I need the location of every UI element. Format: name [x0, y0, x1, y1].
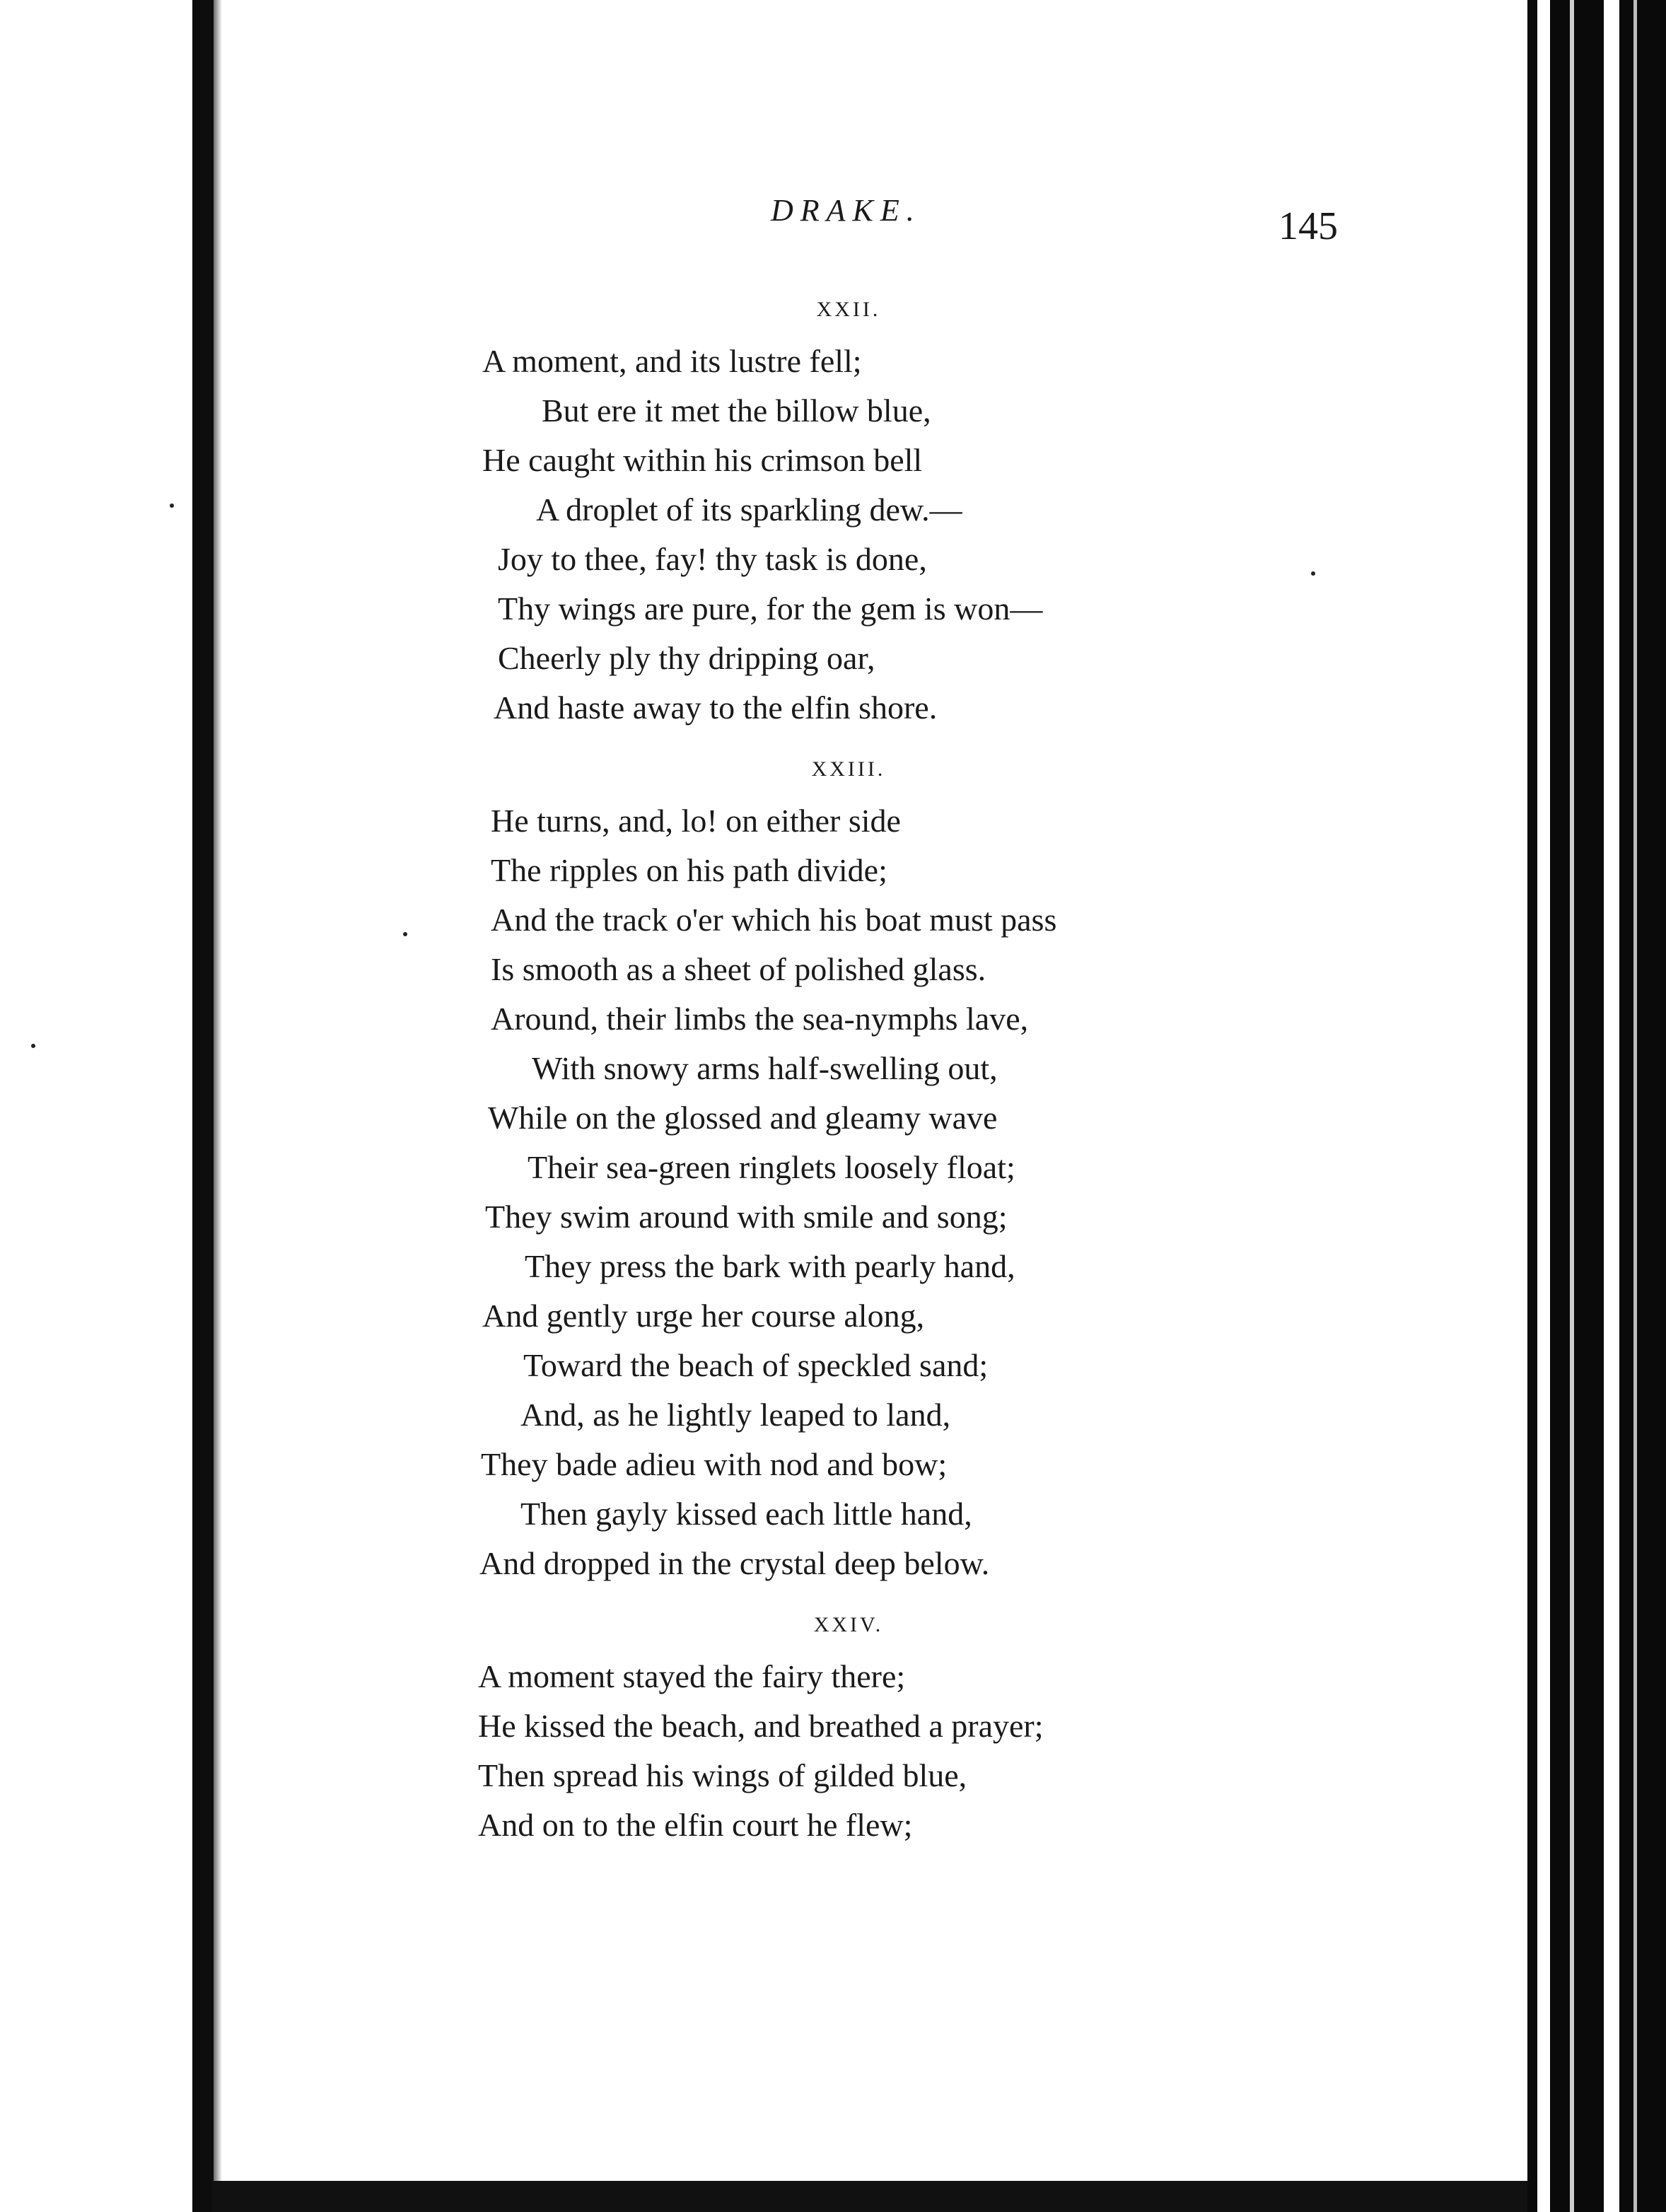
- stanza-number: XXIV.: [813, 1613, 884, 1636]
- verse-line: And gently urge her course along,: [482, 1298, 925, 1334]
- verse-line: A moment stayed the fairy there;: [478, 1658, 906, 1694]
- scan-speck: [403, 932, 407, 936]
- verse-line: And haste away to the elfin shore.: [494, 689, 938, 726]
- verse-line: Their sea-green ringlets loosely float;: [528, 1149, 1015, 1185]
- verse-line: Cheerly ply thy dripping oar,: [498, 640, 875, 676]
- page-edge-sliver: [1537, 0, 1550, 2212]
- scan-speck: [170, 503, 174, 508]
- page-edges: [1527, 0, 1666, 2212]
- page-edge-sliver: [1570, 0, 1574, 2212]
- stanza: [467, 796, 1259, 1588]
- verse-line: He kissed the beach, and breathed a prayer;: [478, 1708, 1044, 1744]
- stanza-number: XXII.: [816, 298, 881, 321]
- verse-line: He caught within his crimson bell: [482, 442, 923, 478]
- verse-line: Then gayly kissed each little hand,: [520, 1496, 972, 1532]
- verse-line: While on the glossed and gleamy wave: [488, 1100, 998, 1136]
- verse-line: He turns, and, lo! on either side: [491, 803, 901, 839]
- verse-line: A moment, and its lustre fell;: [482, 343, 862, 379]
- verse-line: But ere it met the billow blue,: [542, 392, 931, 429]
- stanza-number: XXIII.: [811, 757, 886, 781]
- verse-line: They swim around with smile and song;: [485, 1199, 1008, 1235]
- verse-line: And the track o'er which his boat must pass: [491, 902, 1057, 938]
- verse-line: With snowy arms half-swelling out,: [532, 1050, 998, 1086]
- poem-body: [467, 283, 1259, 1860]
- stanza: [467, 337, 1259, 733]
- facing-page-margin: [0, 0, 191, 2212]
- bottom-page-edge: [212, 2181, 1527, 2212]
- verse-line: Then spread his wings of gilded blue,: [478, 1757, 967, 1793]
- verse-line: Joy to thee, fay! thy task is done,: [498, 541, 927, 577]
- verse-line: Around, their limbs the sea-nymphs lave,: [491, 1001, 1029, 1037]
- scan-speck: [31, 1044, 35, 1048]
- gutter-shadow: [214, 0, 222, 2212]
- verse-line: And, as he lightly leaped to land,: [520, 1397, 951, 1433]
- verse-line: Is smooth as a sheet of polished glass.: [491, 951, 986, 987]
- verse-line: Toward the beach of speckled sand;: [523, 1347, 989, 1383]
- page-edge-sliver: [1633, 0, 1637, 2212]
- book-gutter: [192, 0, 214, 2212]
- page-number: 145: [1278, 204, 1338, 248]
- verse-line: They bade adieu with nod and bow;: [481, 1446, 948, 1482]
- verse-line: And on to the elfin court he flew;: [478, 1807, 913, 1843]
- page-edge-sliver: [1604, 0, 1619, 2212]
- verse-line: And dropped in the crystal deep below.: [479, 1545, 990, 1581]
- scan-speck: [1311, 571, 1315, 576]
- verse-line: A droplet of its sparkling dew.—: [536, 491, 962, 528]
- verse-line: They press the bark with pearly hand,: [525, 1248, 1015, 1284]
- running-head: DRAKE.: [771, 193, 921, 228]
- verse-line: The ripples on his path divide;: [491, 852, 887, 888]
- stanza: [467, 1652, 1259, 1850]
- verse-line: Thy wings are pure, for the gem is won—: [498, 590, 1043, 627]
